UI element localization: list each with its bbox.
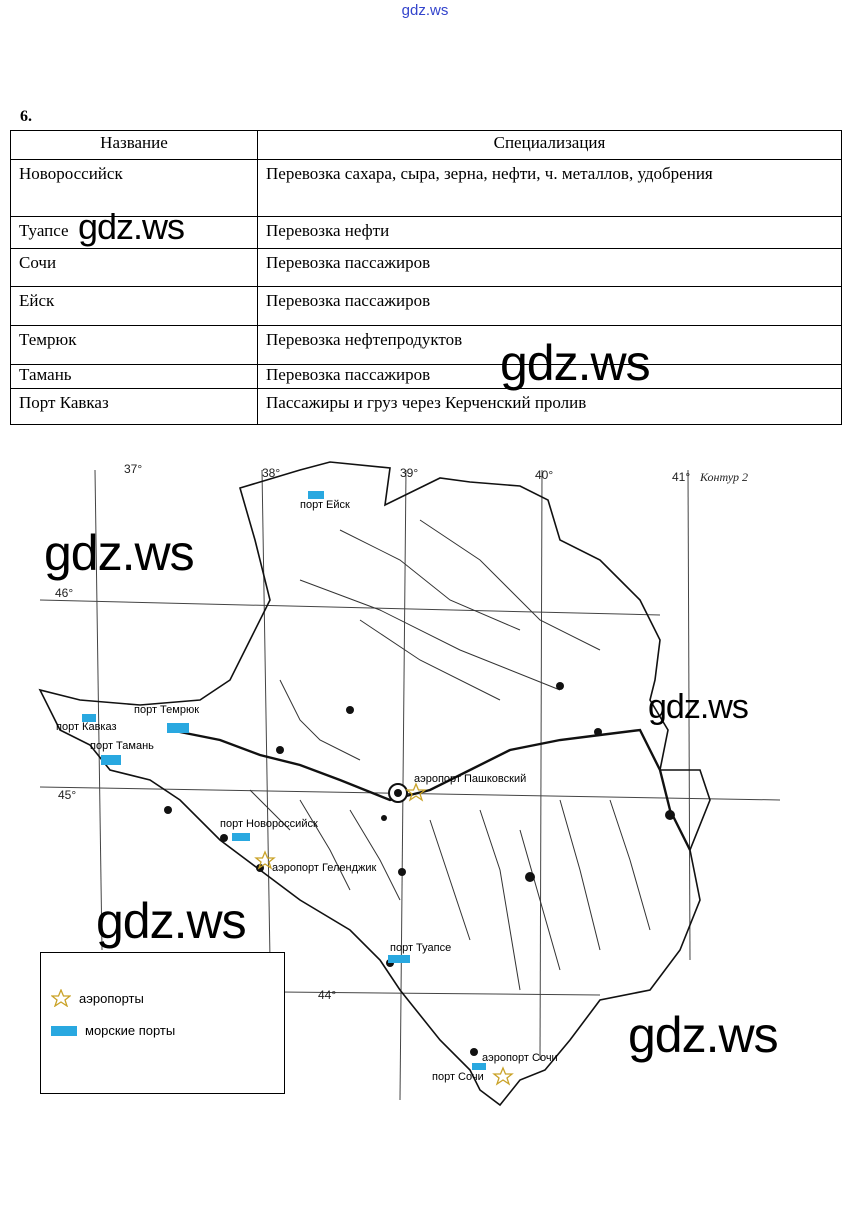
label-airport-pashkovsky: аэропорт Пашковский [414, 773, 527, 785]
port-rect-icon [51, 1026, 77, 1036]
legend-sea-ports-label: морские порты [85, 1023, 176, 1038]
label-port-temryuk: порт Темрюк [134, 704, 200, 716]
coord-46: 46° [55, 586, 74, 600]
table-row [11, 326, 842, 365]
airport-pashkovsky-star-icon [407, 784, 425, 800]
table-row [11, 365, 842, 389]
specialization-cell: Перевозка пассажиров [258, 365, 842, 389]
coord-45: 45° [58, 788, 77, 802]
specialization-cell: Перевозка пассажиров [258, 249, 842, 287]
coord-37: 37° [124, 462, 143, 476]
column-header-name: Название [11, 131, 258, 160]
port-name-cell: Ейск [11, 287, 258, 326]
label-port-novorossiysk: порт Новороссийск [220, 818, 318, 830]
port-novorossiysk-marker [232, 833, 250, 841]
port-taman-marker [101, 755, 121, 765]
legend-sea-ports [51, 1023, 175, 1038]
legend-airports-label: аэропорты [79, 990, 144, 1006]
specialization-cell: Пассажиры и груз через Керченский пролив [258, 389, 842, 425]
watermark: gdz.ws [628, 1007, 778, 1063]
ports-table [10, 130, 842, 425]
specialization-cell: Перевозка нефти [258, 217, 842, 249]
coord-39: 39° [400, 466, 419, 480]
site-link[interactable]: gdz.ws [401, 2, 449, 19]
port-name-cell: Сочи [11, 249, 258, 287]
kuban-river [170, 730, 690, 850]
label-airport-gelendzhik: аэропорт Геленджик [272, 862, 377, 874]
label-port-sochi: порт Сочи [432, 1071, 484, 1083]
port-sochi-marker [472, 1063, 486, 1070]
label-port-tuapse: порт Туапсе [390, 942, 452, 954]
coord-40: 40° [535, 468, 554, 482]
port-eysk-marker [308, 491, 324, 499]
watermark: gdz.ws [500, 335, 650, 391]
port-name-cell: Новороссийск [11, 160, 258, 217]
coord-44: 44° [318, 988, 337, 1002]
task-number: 6. [20, 108, 32, 125]
table-row [11, 249, 842, 287]
map-legend [40, 952, 285, 1094]
specialization-cell: Перевозка сахара, сыра, зерна, нефти, ч. металлов, удобрения [258, 160, 842, 217]
port-tuapse-marker [388, 955, 410, 963]
table-row [11, 287, 842, 326]
label-port-kavkaz: порт Кавказ [56, 721, 117, 733]
watermark: gdz.ws [96, 893, 246, 949]
port-name-cell: Туапсе [11, 217, 258, 249]
port-name-cell: Порт Кавказ [11, 389, 258, 425]
watermark: gdz.ws [648, 688, 748, 726]
label-port-taman: порт Тамань [90, 740, 154, 752]
star-icon [51, 989, 71, 1007]
label-port-eysk: порт Ейск [300, 499, 350, 511]
coord-41: 41° [672, 470, 691, 484]
airport-sochi-star-icon [494, 1068, 512, 1084]
table-header-row [11, 131, 842, 160]
specialization-cell: Перевозка нефтепродуктов [258, 326, 842, 365]
specialization-cell: Перевозка пассажиров [258, 287, 842, 326]
port-temryuk-marker [167, 723, 189, 733]
contour-label: Контур 2 [700, 470, 748, 484]
table-row [11, 389, 842, 425]
legend-airports [51, 989, 144, 1007]
port-name-cell: Темрюк [11, 326, 258, 365]
watermark: gdz.ws [78, 206, 185, 247]
coord-38: 38° [262, 466, 281, 480]
label-airport-sochi: аэропорт Сочи [482, 1052, 558, 1064]
watermark: gdz.ws [44, 525, 194, 581]
port-name-cell: Тамань [11, 365, 258, 389]
rivers [250, 520, 650, 990]
column-header-specialization: Специализация [258, 131, 842, 160]
